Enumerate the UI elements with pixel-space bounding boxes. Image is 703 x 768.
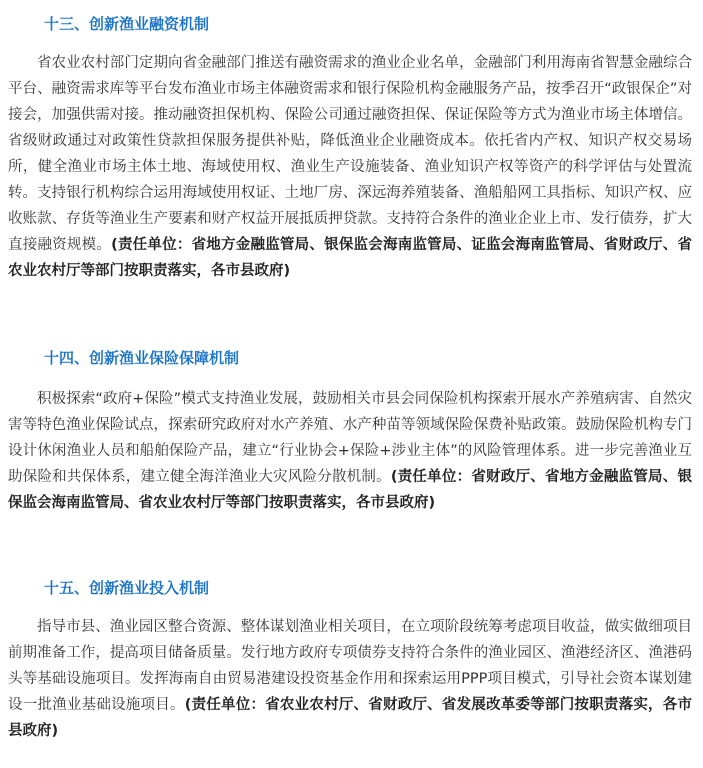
paragraph-text: 积极探索“政府+保险”模式支持渔业发展，鼓励相关市县会同保险机构探索开展水产养殖病害、自然灾害等特色渔业保险试点，探索研究政府对水产养殖、水产种苗等领域保险保费补贴政策。鼓励保险机构专门设计休闲渔业人员和船舶保险产品，建立“行业协会+保险+涉业主体”的风险管理体系。进一步完善渔业互助保险和共保体系，建立健全海洋渔业大灾风险分散机制。 <box>8 391 692 485</box>
responsibility-note: (责任单位：省地方金融监管局、银保监会海南监管局、证监会海南监管局、省财政厅、省农业农村厅等部门按职责落实，各市县政府) <box>8 237 693 279</box>
section-heading: 十四、创新渔业保险保障机制 <box>44 349 240 367</box>
responsibility-note: (责任单位：省财政厅、省地方金融监管局、银保监会海南监管局、省农业农村厅等部门按职责落实，各市县政府) <box>8 469 692 511</box>
section-paragraph <box>8 614 692 744</box>
paragraph-text: 省农业农村部门定期向省金融部门推送有融资需求的渔业企业名单，金融部门利用海南省智慧金融综合平台、融资需求库等平台发布渔业市场主体融资需求和银行保险机构金融服务产品，按季召开“政银保企”对接会，加强供需对接。推动融资担保机构、保险公司通过融资担保、保证保险等方式为渔业市场主体增信。省级财政通过对政策性贷款担保服务提供补贴，降低渔业企业融资成本。依托省内产权、知识产权交易场所，健全渔业市场主体土地、海域使用权、渔业生产设施装备、渔业知识产权等资产的科学评估与处置流转。支持银行机构综合运用海域使用权证、土地厂房、深远海养殖装备、渔船船网工具指标、知识产权、应收账款、存货等渔业生产要素和财产权益开展抵质押贷款。支持符合条件的渔业企业上市、发行债券，扩大直接融资规模。 <box>8 55 692 253</box>
section-heading: 十三、创新渔业融资机制 <box>44 15 210 33</box>
paragraph-text: 指导市县、渔业园区整合资源、整体谋划渔业相关项目，在立项阶段统筹考虑项目收益，做实做细项目前期准备工作，提高项目储备质量。发行地方政府专项债券支持符合条件的渔业园区、渔港经济区、渔港码头等基础设施项目。发挥海南自由贸易港建设投资基金作用和探索运用PPP项目模式，引导社会资本谋划建设一批渔业基础设施项目。 <box>8 619 692 713</box>
section-paragraph <box>8 50 692 284</box>
responsibility-note: (责任单位：省农业农村厅、省财政厅、省发展改革委等部门按职责落实，各市县政府) <box>8 697 693 739</box>
section-paragraph <box>8 386 692 516</box>
section-heading: 十五、创新渔业投入机制 <box>44 579 210 597</box>
